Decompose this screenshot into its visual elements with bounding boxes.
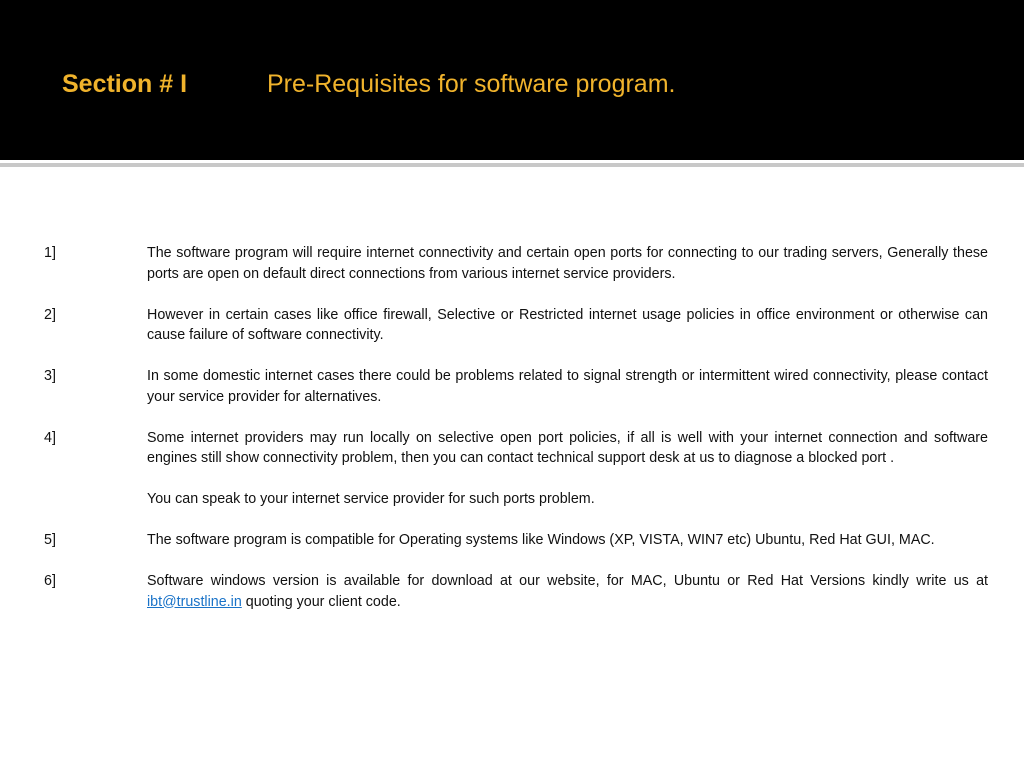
email-link[interactable]: ibt@trustline.in bbox=[147, 593, 242, 610]
item-text-after-email: quoting your client code. bbox=[241, 593, 401, 610]
item-text: Some internet providers may run locally on selective open port policies, if all is well with your internet connection and software engines still show connectivity problem, then you can contact technical support desk at us to diagnose a blocked port . bbox=[147, 429, 988, 466]
title-divider-gray bbox=[0, 163, 1024, 167]
requirements-list bbox=[0, 243, 1024, 633]
item-number: 4] bbox=[44, 429, 56, 446]
page-title: Pre-Requisites for software program. bbox=[267, 70, 676, 98]
list-item bbox=[0, 530, 1024, 551]
item-text bbox=[147, 571, 988, 612]
list-item bbox=[0, 428, 1024, 469]
item-text-before-email: Software windows version is available for download at our website, for MAC, Ubuntu or Red Hat Versions kindly write us at bbox=[147, 573, 988, 589]
list-item bbox=[0, 305, 1024, 346]
list-item-note bbox=[0, 489, 1024, 510]
item-note-text: You can speak to your internet service provider for such ports problem. bbox=[147, 491, 595, 507]
item-number: 5] bbox=[44, 532, 56, 548]
item-number: 6] bbox=[44, 573, 56, 589]
item-text: However in certain cases like office firewall, Selective or Restricted internet usage policies in office environment or otherwise can cause failure of software connectivity. bbox=[147, 306, 988, 343]
list-item bbox=[0, 571, 1024, 612]
item-number: 1] bbox=[44, 245, 56, 261]
list-item bbox=[0, 243, 1024, 284]
list-item bbox=[0, 366, 1024, 407]
item-number: 3] bbox=[44, 368, 56, 384]
item-text: In some domestic internet cases there could be problems related to signal strength or intermittent wired connectivity, please contact your service provider for alternatives. bbox=[147, 368, 988, 405]
section-label: Section # I bbox=[62, 70, 188, 98]
item-text: The software program will require internet connectivity and certain open ports for connecting to our trading servers, Generally these ports are open on default direct connections from various internet service providers. bbox=[147, 245, 988, 282]
item-number: 2] bbox=[44, 306, 56, 323]
item-text: The software program is compatible for Operating systems like Windows (XP, VISTA, WIN7 etc) Ubuntu, Red Hat GUI, MAC. bbox=[147, 532, 935, 548]
